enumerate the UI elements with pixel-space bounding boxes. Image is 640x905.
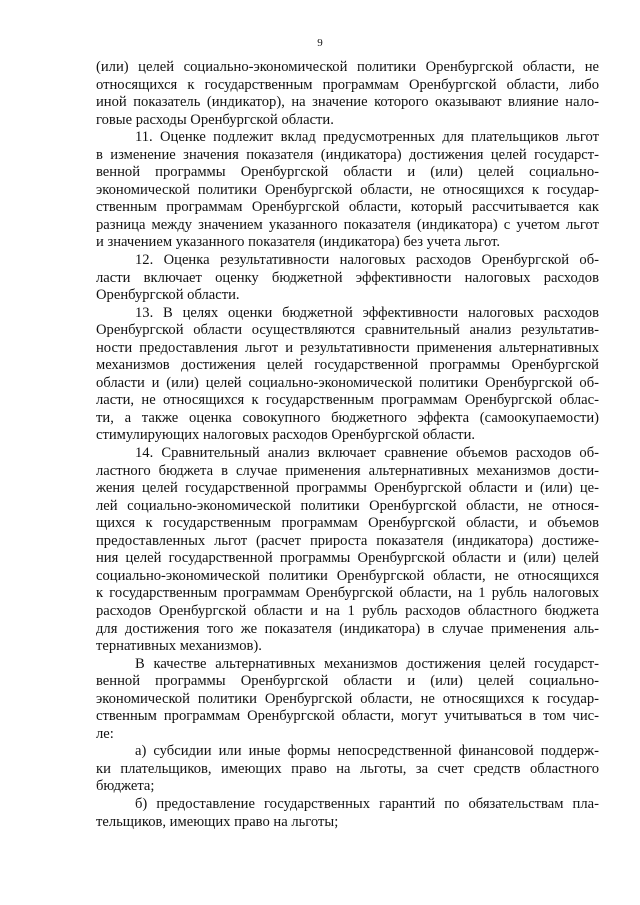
text-line: в изменение значения показателя (индикатора) достижения целей государст- xyxy=(96,146,599,163)
text-line: лей социально-экономической политики Оренбургской области, не относя- xyxy=(96,497,599,514)
text-line: ки плательщиков, имеющих право на льготы, за счет средств областного xyxy=(96,760,599,777)
text-line: 14. Сравнительный анализ включает сравнение объемов расходов об- xyxy=(135,445,599,462)
text-line: стимулирующих налоговых расходов Оренбургской области. xyxy=(96,427,476,444)
text-line: ственным программам Оренбургской области, могут учитываться в том чис- xyxy=(96,708,599,725)
text-line: венной программы Оренбургской области и (или) целей социально- xyxy=(96,164,599,181)
text-line: жения целей государственной программы Оренбургской области и (или) це- xyxy=(96,480,599,497)
text-line: ности предоставления льгот и результативности применения альтернативных xyxy=(96,339,599,356)
text-line: расходов Оренбургской области и на 1 рубль расходов областного бюджета xyxy=(96,602,599,619)
paragraph-item-a xyxy=(96,743,599,796)
text-line: 13. В целях оценки бюджетной эффективности налоговых расходов xyxy=(135,304,599,321)
text-line: ти, а также оценка совокупного бюджетного эффекта (самоокупаемости) xyxy=(96,409,599,426)
text-line: ластного бюджета в случае применения альтернативных механизмов дости- xyxy=(96,462,599,479)
text-line: ласти включает оценку бюджетной эффективности налоговых расходов xyxy=(96,269,599,286)
text-line: ственным программам Оренбургской области, который рассчитывается как xyxy=(96,199,599,216)
text-line: (или) целей социально-экономической политики Оренбургской области, не xyxy=(96,59,599,75)
text-line: экономической политики Оренбургской области, не относящихся к государ- xyxy=(96,690,599,707)
text-line: говые расходы Оренбургской области. xyxy=(96,111,334,128)
text-line: экономической политики Оренбургской области, не относящихся к государ- xyxy=(96,181,599,198)
text-line: социально-экономической политики Оренбургской области, не относящихся xyxy=(96,567,599,584)
text-line: тернативных механизмов). xyxy=(96,638,262,655)
text-line: б) предоставление государственных гарантий по обязательствам пла- xyxy=(135,795,599,812)
text-line: ле: xyxy=(96,725,114,742)
page-number: 9 xyxy=(317,37,323,49)
paragraph-item-b xyxy=(96,796,599,831)
text-line: ния целей государственной программы Оренбургской области и (или) целей xyxy=(96,550,599,567)
text-line: ласти, не относящихся к государственным программам Оренбургской облас- xyxy=(96,392,599,409)
text-line: иной показатель (индикатор), на значение которого оказывают влияние нало- xyxy=(96,94,599,111)
paragraph-intro-continuation xyxy=(96,59,599,129)
text-line: венной программы Оренбургской области и (или) целей социально- xyxy=(96,673,599,690)
paragraph-item-14 xyxy=(96,445,599,656)
text-line: Оренбургской области. xyxy=(96,287,240,304)
text-line: Оренбургской области осуществляются сравнительный анализ результатив- xyxy=(96,322,599,339)
text-line: разница между значением указанного показателя (индикатора) с учетом льгот xyxy=(96,216,599,233)
paragraph-item-11 xyxy=(96,129,599,252)
text-line: к государственным программам Оренбургской области, на 1 рубль налоговых xyxy=(96,585,599,602)
document-body xyxy=(96,59,599,831)
text-line: тельщиков, имеющих право на льготы; xyxy=(96,813,339,830)
text-line: области и (или) целей социально-экономической политики Оренбургской об- xyxy=(96,374,599,391)
paragraph-item-13 xyxy=(96,305,599,445)
text-line: В качестве альтернативных механизмов достижения целей государст- xyxy=(135,655,599,672)
text-line: а) субсидии или иные формы непосредственной финансовой поддерж- xyxy=(135,743,599,760)
text-line: механизмов достижения целей государственной программы Оренбургской xyxy=(96,357,599,374)
paragraph-alternatives-intro xyxy=(96,656,599,744)
text-line: 11. Оценке подлежит вклад предусмотренных для плательщиков льгот xyxy=(135,129,599,146)
text-line: и значением указанного показателя (индикатора) без учета льгот. xyxy=(96,234,501,251)
text-line: щихся к государственным программам Оренбургской области, и объемов xyxy=(96,515,599,532)
text-line: 12. Оценка результативности налоговых расходов Оренбургской об- xyxy=(135,252,599,269)
paragraph-item-12 xyxy=(96,252,599,305)
text-line: для достижения того же показателя (индикатора) в случае применения аль- xyxy=(96,620,599,637)
text-line: предоставленных льгот (расчет прироста показателя (индикатора) достиже- xyxy=(96,532,599,549)
text-line: бюджета; xyxy=(96,778,155,795)
text-line: относящихся к государственным программам Оренбургской области, либо xyxy=(96,76,599,93)
